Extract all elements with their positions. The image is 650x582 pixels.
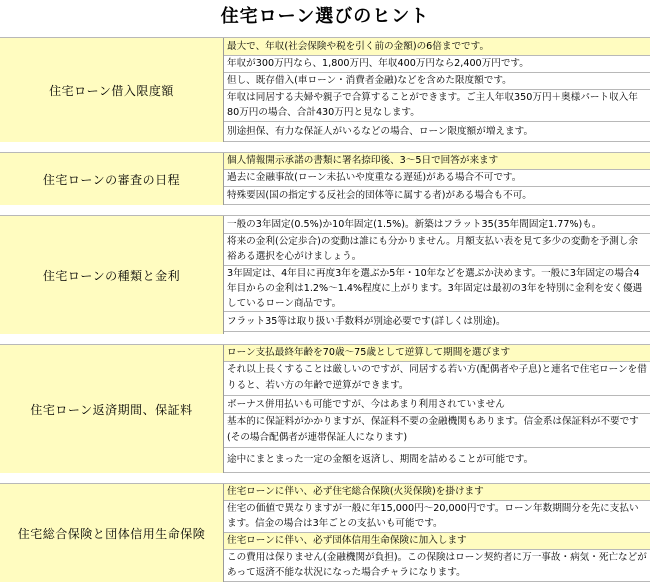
page-title: 住宅ローン選びのヒント xyxy=(220,6,430,27)
list-item: 住宅ローンに伴い、必ず団体信用生命保険に加入します xyxy=(224,533,650,550)
hint-table xyxy=(0,37,650,582)
section-label: 住宅ローン返済期間、保証料 xyxy=(0,345,224,473)
row-gap xyxy=(0,205,650,215)
list-item: ボーナス併用払いも可能ですが、今はあまり利用されていません xyxy=(224,396,650,414)
list-item: 特殊要因(国の指定する反社会的団体等に属する者)がある場合も不可。 xyxy=(224,187,650,205)
list-item: 一般の3年固定(0.5%)か10年固定(1.5%)。新築はフラット35(35年間固定1.77%)も。 xyxy=(224,216,650,234)
list-item: それ以上長くすることは厳しいのですが、同居する若い方(配偶者や子息)と連名で住宅ローンを借りると、若い方の年齢で逆算ができます。 xyxy=(224,362,650,396)
row-gap xyxy=(0,334,650,344)
list-item: 住宅の価値で異なりますが一般に年15,000円～20,000円です。ローン年数期間分を先に支払います。信金の場合は3年ごとの支払いも可能です。 xyxy=(224,501,650,533)
list-item: 年収は同居する夫婦や親子で合算することができます。ご主人年収350万円＋奥様パート収入年80万円の場合、合計430万円と見なします。 xyxy=(224,90,650,122)
section-loan-types-rates xyxy=(0,215,650,334)
list-item: 将来の金利(公定歩合)の変動は誰にも分かりません。月額支払い表を見て多少の変動を予測し余裕ある選択を心がけましょう。 xyxy=(224,234,650,266)
list-item: 但し、既存借入(車ローン・消費者金融)などを含めた限度額です。 xyxy=(224,73,650,90)
section-rows xyxy=(224,484,650,582)
section-rows xyxy=(224,38,650,142)
list-item: 3年固定は、4年目に再度3年を選ぶか5年・10年などを選ぶか決めます。一般に3年固定の場合4年目からの金利は1.2%～1.4%程度に上がります。3年固定は最初の3年を特別に金利を安く優遇しているローン商品です。 xyxy=(224,266,650,312)
list-item: 最大で、年収(社会保険や税を引く前の金額)の6倍までです。 xyxy=(224,38,650,56)
list-item: フラット35等は取り扱い手数料が別途必要です(詳しくは別途)。 xyxy=(224,312,650,332)
list-item: 基本的に保証料がかかりますが、保証料不要の金融機関もあります。信金系は保証料が不要です(その場合配偶者が連帯保証人になります) xyxy=(224,414,650,448)
section-rows xyxy=(224,216,650,334)
section-rows xyxy=(224,153,650,205)
row-gap xyxy=(0,142,650,152)
list-item: 途中にまとまった一定の金額を返済し、期間を詰めることが可能です。 xyxy=(224,448,650,473)
row-gap xyxy=(0,473,650,483)
list-item: 別途担保、有力な保証人がいるなどの場合、ローン限度額が増えます。 xyxy=(224,122,650,142)
section-screening-schedule xyxy=(0,152,650,205)
list-item: ローン支払最終年齢を70歳～75歳として逆算して期間を選びます xyxy=(224,345,650,362)
section-label: 住宅ローンの審査の日程 xyxy=(0,153,224,205)
list-item: 年収が300万円なら、1,800万円、年収400万円なら2,400万円です。 xyxy=(224,56,650,73)
list-item: 住宅ローンに伴い、必ず住宅総合保険(火災保険)を掛けます xyxy=(224,484,650,501)
section-repayment-guarantee xyxy=(0,344,650,473)
list-item: この費用は保りません(金融機関が負担)。この保険はローン契約者に万一事故・病気・死亡などがあって返済不能な状況になった場合チャラになります。 xyxy=(224,550,650,582)
section-insurance xyxy=(0,483,650,582)
section-rows xyxy=(224,345,650,473)
list-item: 過去に金融事故(ローン未払いや度重なる遅延)がある場合不可です。 xyxy=(224,170,650,187)
section-label: 住宅総合保険と団体信用生命保険 xyxy=(0,484,224,582)
list-item: 個人情報開示承諾の書類に署名捺印後、3～5日で回答が来ます xyxy=(224,153,650,170)
section-label: 住宅ローンの種類と金利 xyxy=(0,216,224,334)
section-borrowing-limit xyxy=(0,37,650,142)
section-label: 住宅ローン借入限度額 xyxy=(0,38,224,142)
